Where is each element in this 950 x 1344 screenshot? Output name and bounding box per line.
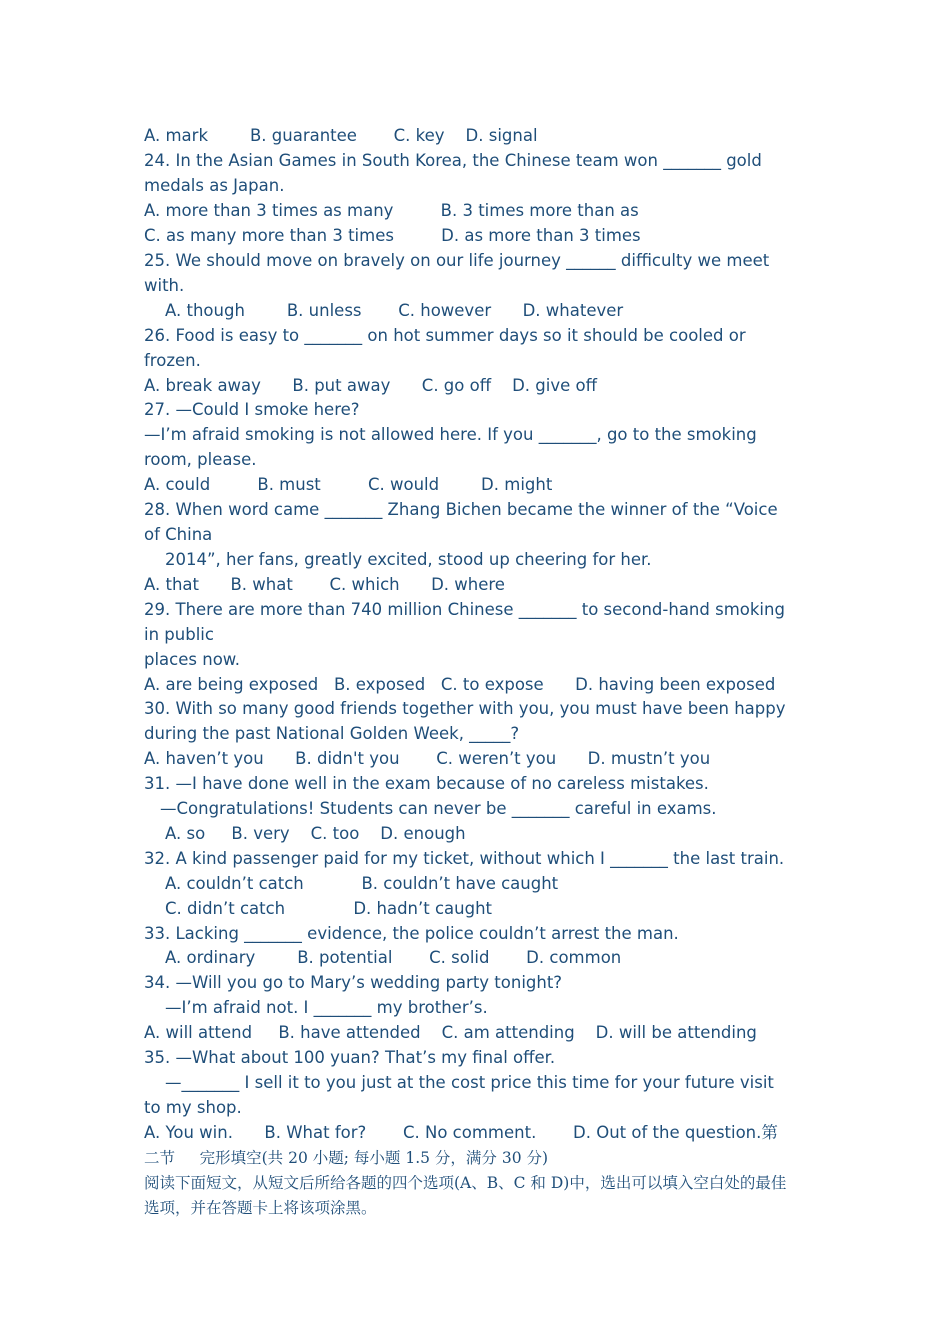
q33-stem: 33. Lacking _______ evidence, the police couldn’t arrest the man. (144, 924, 679, 943)
q32-options-cd: C. didn’t catch D. hadn’t caught (165, 899, 493, 918)
q24-stem-cont: medals as Japan. (144, 176, 285, 195)
q29-stem: 29. There are more than 740 million Chinese _______ to second-hand smoking (144, 600, 785, 619)
q27-options: A. could B. must C. would D. might (144, 475, 553, 494)
q23-options: A. mark B. guarantee C. key D. signal (144, 126, 538, 145)
q30-stem-cont: during the past National Golden Week, _____? (144, 724, 520, 743)
q31-stem: 31. —I have done well in the exam because of no careless mistakes. (144, 774, 709, 793)
q26-options: A. break away B. put away C. go off D. give off (144, 376, 597, 395)
q27-stem: 27. —Could I smoke here? (144, 400, 360, 419)
q24-stem: 24. In the Asian Games in South Korea, the Chinese team won _______ gold (144, 151, 762, 170)
q28-stem-cont: of China (144, 525, 213, 544)
q24-options-ab: A. more than 3 times as many B. 3 times more than as (144, 201, 639, 220)
q33-options: A. ordinary B. potential C. solid D. common (165, 948, 622, 967)
q25-options: A. though B. unless C. however D. whatever (165, 301, 624, 320)
q29-stem-cont: in public (144, 625, 214, 644)
q31-response: —Congratulations! Students can never be _______ careful in exams. (160, 799, 717, 818)
q25-stem-cont: with. (144, 276, 185, 295)
q24-options-cd: C. as many more than 3 times D. as more than 3 times (144, 226, 641, 245)
q25-stem: 25. We should move on bravely on our life journey ______ difficulty we meet (144, 251, 770, 270)
q35-response: —_______ I sell it to you just at the cost price this time for your future visit (165, 1073, 774, 1092)
q28-options: A. that B. what C. which D. where (144, 575, 505, 594)
section-instructions: 阅读下面短文，从短文后所给各题的四个选项(A、B、C 和 D)中，选出可以填入空白处的最佳 (144, 1174, 787, 1192)
q35-options: A. You win. B. What for? C. No comment. D. Out of the question.第 (144, 1123, 778, 1142)
q28-stem: 28. When word came _______ Zhang Bichen became the winner of the “Voice (144, 500, 778, 519)
section-instructions-cont: 选项，并在答题卡上将该项涂黑。 (144, 1199, 377, 1217)
q27-response: —I’m afraid smoking is not allowed here. If you _______, go to the smoking (144, 425, 757, 444)
q31-options: A. so B. very C. too D. enough (165, 824, 466, 843)
q26-stem-cont: frozen. (144, 351, 201, 370)
q28-stem-cont2: 2014”, her fans, greatly excited, stood up cheering for her. (165, 550, 652, 569)
section-heading: 二节 完形填空(共 20 小题; 每小题 1.5 分，满分 30 分) (144, 1149, 549, 1167)
q34-options: A. will attend B. have attended C. am attending D. will be attending (144, 1023, 757, 1042)
q34-response: —I’m afraid not. I _______ my brother’s. (165, 998, 488, 1017)
q29-options: A. are being exposed B. exposed C. to expose D. having been exposed (144, 675, 776, 694)
q30-stem: 30. With so many good friends together with you, you must have been happy (144, 699, 786, 718)
q29-stem-cont2: places now. (144, 650, 241, 669)
q32-options-ab: A. couldn’t catch B. couldn’t have caught (165, 874, 559, 893)
q27-response-cont: room, please. (144, 450, 257, 469)
q35-response-cont: to my shop. (144, 1098, 242, 1117)
q34-stem: 34. —Will you go to Mary’s wedding party tonight? (144, 973, 563, 992)
q26-stem: 26. Food is easy to _______ on hot summer days so it should be cooled or (144, 326, 746, 345)
q30-options: A. haven’t you B. didn't you C. weren’t you D. mustn’t you (144, 749, 711, 768)
q35-stem: 35. —What about 100 yuan? That’s my final offer. (144, 1048, 556, 1067)
q32-stem: 32. A kind passenger paid for my ticket, without which I _______ the last train. (144, 849, 785, 868)
